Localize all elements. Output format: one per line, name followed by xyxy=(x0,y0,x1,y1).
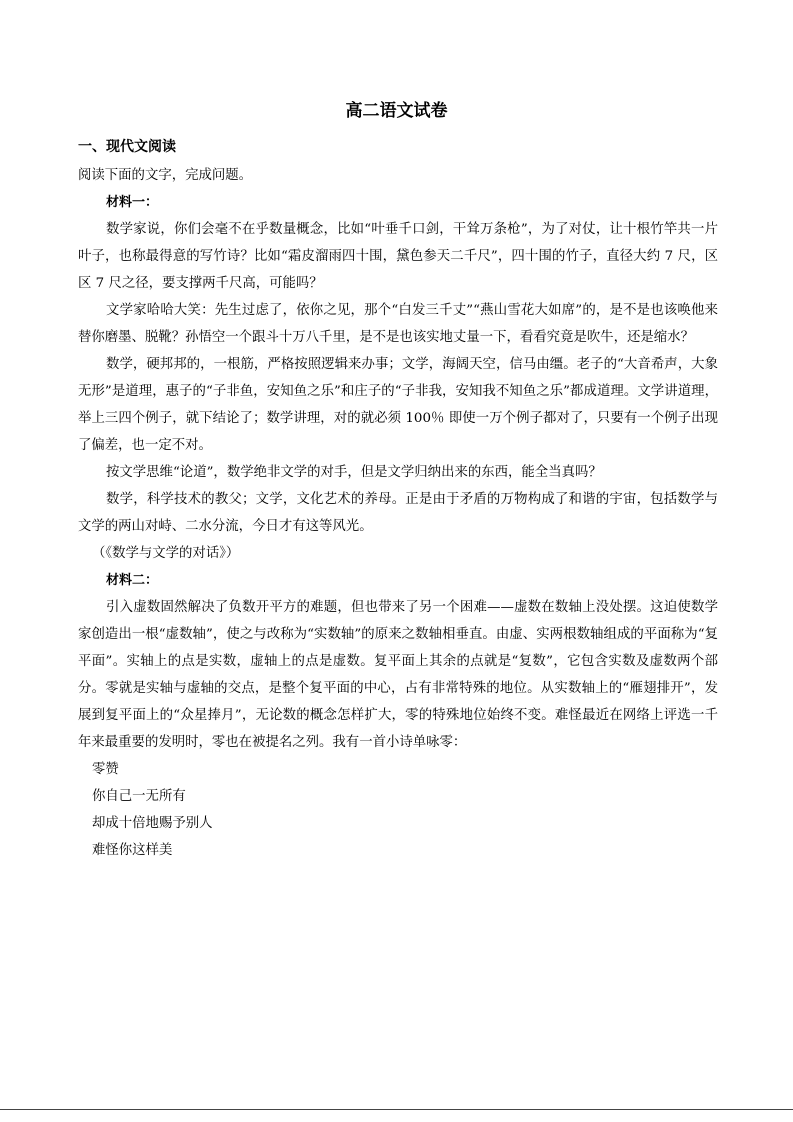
reading-content xyxy=(78,162,718,864)
material-2-paragraph: 引入虚数固然解决了负数开平方的难题，但也带来了另一个困难——虚数在数轴上没处摆。这迫使数学家创造出一根“虚数轴”，使之与改称为“实数轴”的原来之数轴相垂直。由虚、实两根数轴组成的平面称为“复平面”。实轴上的点是实数，虚轴上的点是虚数。复平面上其余的点就是“复数”，它包含实数及虚数两个部分。零就是实轴与虚轴的交点，是整个复平面的中心，占有非常特殊的地位。从实数轴上的“雁翅排开”，发展到复平面上的“众星捧月”，无论数的概念怎样扩大，零的特殊地位始终不变。难怪最近在网络上评选一千年来最重要的发明时，零也在被提名之列。我有一首小诗单咏零： xyxy=(78,600,718,750)
poem-title: 零赞 xyxy=(92,762,119,777)
instruction-text: 阅读下面的文字，完成问题。 xyxy=(78,168,253,183)
material-1-paragraph-4: 按文学思维“论道”，数学绝非文学的对手，但是文学归纳出来的东西，能全当真吗？ xyxy=(106,465,602,480)
poem-line-1: 你自己一无所有 xyxy=(92,789,186,804)
material-1-paragraph-1: 数学家说，你们会毫不在乎数量概念，比如“叶垂千口剑，干耸万条枪”，为了对仗，让十根竹竿共一片叶子，也称最得意的写竹诗？比如“霜皮溜雨四十围，黛色参天二千尺”，四十围的竹子，直径大约 7 尺，区区 7 尺之径，要支撑两千尺高，可能吗？ xyxy=(78,222,718,291)
page-title: 高二语文试卷 xyxy=(345,101,448,121)
material-1-paragraph-3: 数学，硬邦邦的，一根筋，严格按照逻辑来办事；文学，海阔天空，信马由缰。老子的“大音希声，大象无形”是道理，惠子的“子非鱼，安知鱼之乐”和庄子的“子非我，安知我不知鱼之乐”都成道理。文学讲道理，举上三四个例子，就下结论了；数学讲理，对的就必须 100％ 即使一万个例子都对了，只要有一个例子出现了偏差，也一定不对。 xyxy=(78,357,718,453)
material-1-source: （《数学与文学的对话》） xyxy=(92,546,240,561)
material-1-paragraph-2: 文学家哈哈大笑：先生过虑了，依你之见，那个“白发三千丈”“燕山雪花大如席”的，是不是也该唤他来替你磨墨、脱靴？孙悟空一个跟斗十万八千里，是不是也该实地丈量一下，看看究竟是吹牛，还是缩水？ xyxy=(78,303,718,345)
poem-line-2: 却成十倍地赐予别人 xyxy=(92,816,213,831)
page-bottom-rule xyxy=(0,1109,793,1110)
material-1-paragraph-5: 数学，科学技术的教父；文学，文化艺术的养母。正是由于矛盾的万物构成了和谐的宇宙，包括数学与文学的两山对峙、二水分流，今日才有这等风光。 xyxy=(78,492,718,534)
material-1-label: 材料一： xyxy=(106,195,159,210)
material-2-label: 材料二： xyxy=(106,573,159,588)
poem-line-3: 难怪你这样美 xyxy=(92,843,173,858)
section-heading: 一、现代文阅读 xyxy=(78,139,176,155)
